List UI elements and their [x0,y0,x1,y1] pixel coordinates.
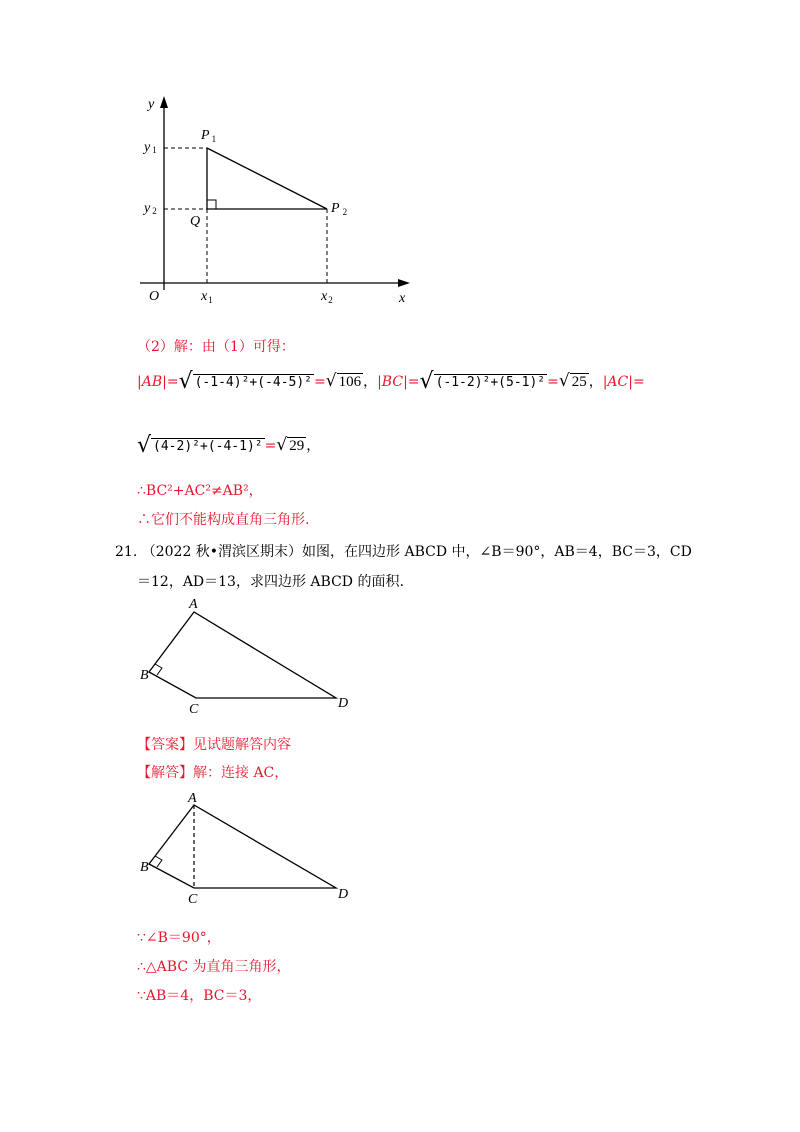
step-right-triangle: ∴△ABC 为直角三角形， [137,959,291,975]
comma: ， [306,438,321,454]
right-angle-mark [207,200,216,209]
coordinate-figure [130,90,430,310]
quadrilateral-figure [130,592,370,717]
p2-label: P $_2$ [331,201,348,217]
ac-label: |AC| [602,374,633,390]
bc-label: |BC| [377,374,408,390]
problem-number: 21. [115,544,138,560]
eq-sign: = [407,374,420,390]
right-angle-mark-b [155,856,162,867]
vertex-d-label: D [338,887,349,902]
eq-sign: = [314,374,326,390]
bc-sqrt: √ (-1-2)²+(5-1)² [419,369,546,394]
eq-sign: = [632,374,645,390]
solution-intro: （2）解：由（1）可得： [137,339,295,355]
x1-label: $x_1$ [201,289,213,305]
distance-line-2 [137,430,320,464]
answer-line: 【答案】见试题解答内容 [137,737,291,753]
comma: ， [363,374,378,390]
problem-text-1: （2022 秋•渭滨区期末）如图，在四边形 ABCD 中，∠B＝90°，AB＝4，BC＝3，CD [141,544,692,560]
ab-label: |AB| [137,374,167,390]
bc-expression: (-1-2)²+(5-1)² [435,375,546,390]
segment-p1-p2 [207,148,327,209]
bc-result: 25 [571,374,587,390]
vertex-c-label: C [188,892,198,907]
problem-21-line-2: ＝12，AD＝13，求四边形 ABCD 的面积. [137,574,404,590]
x-axis-arrow [398,279,410,287]
eq-sign: = [547,374,559,390]
vertex-b-label: B [140,860,149,875]
eq-sign: = [166,374,179,390]
bc-result-sqrt: √ 25 [558,371,587,391]
vertex-b-label: B [140,668,149,683]
solution-line: 【解答】解：连接 AC， [137,765,289,781]
ac-sqrt: √ (4-2)²+(-4-1)² [137,433,263,458]
vertex-c-label: C [189,702,199,717]
distance-line-1 [137,366,645,400]
ab-result: 106 [338,374,362,390]
vertex-a-label: A [188,791,197,806]
ab-sqrt: √ (-1-4)²+(-4-5)² [178,369,313,394]
y-axis-label: y [148,97,155,112]
step-angle-b: ∵∠B＝90°， [137,930,221,946]
right-angle-mark-b [155,664,162,675]
ab-result-sqrt: √ 106 [325,371,362,391]
q-label: Q [190,214,201,229]
eq-sign: = [264,438,277,454]
p1-label: P $_1$ [201,128,217,144]
conclusion-inequality: ∴BC²+AC²≠AB²， [137,483,263,499]
ab-expression: (-1-4)²+(-4-5)² [194,375,313,390]
origin-label: O [149,289,160,304]
ac-expression: (4-2)²+(-4-1)² [153,439,263,454]
quadrilateral-abcd [149,805,336,888]
x2-label: $x_2$ [321,289,333,305]
x-axis-label: x [399,291,406,306]
ac-result: 29 [289,438,305,454]
y-axis-arrow [160,96,168,108]
y1-label: y 1 [144,140,157,155]
y2-label: y 2 [144,201,157,216]
vertex-d-label: D [338,696,349,711]
step-side-lengths: ∵AB＝4，BC＝3， [137,988,262,1004]
comma: ， [588,374,603,390]
problem-21-line-1 [115,542,692,562]
ac-result-sqrt: √ 29 [276,435,305,455]
vertex-a-label: A [189,597,198,612]
conclusion-not-right-triangle: ∴它们不能构成直角三角形. [137,512,310,528]
quadrilateral-abcd [149,612,336,698]
quadrilateral-with-diagonal-figure [130,785,370,910]
